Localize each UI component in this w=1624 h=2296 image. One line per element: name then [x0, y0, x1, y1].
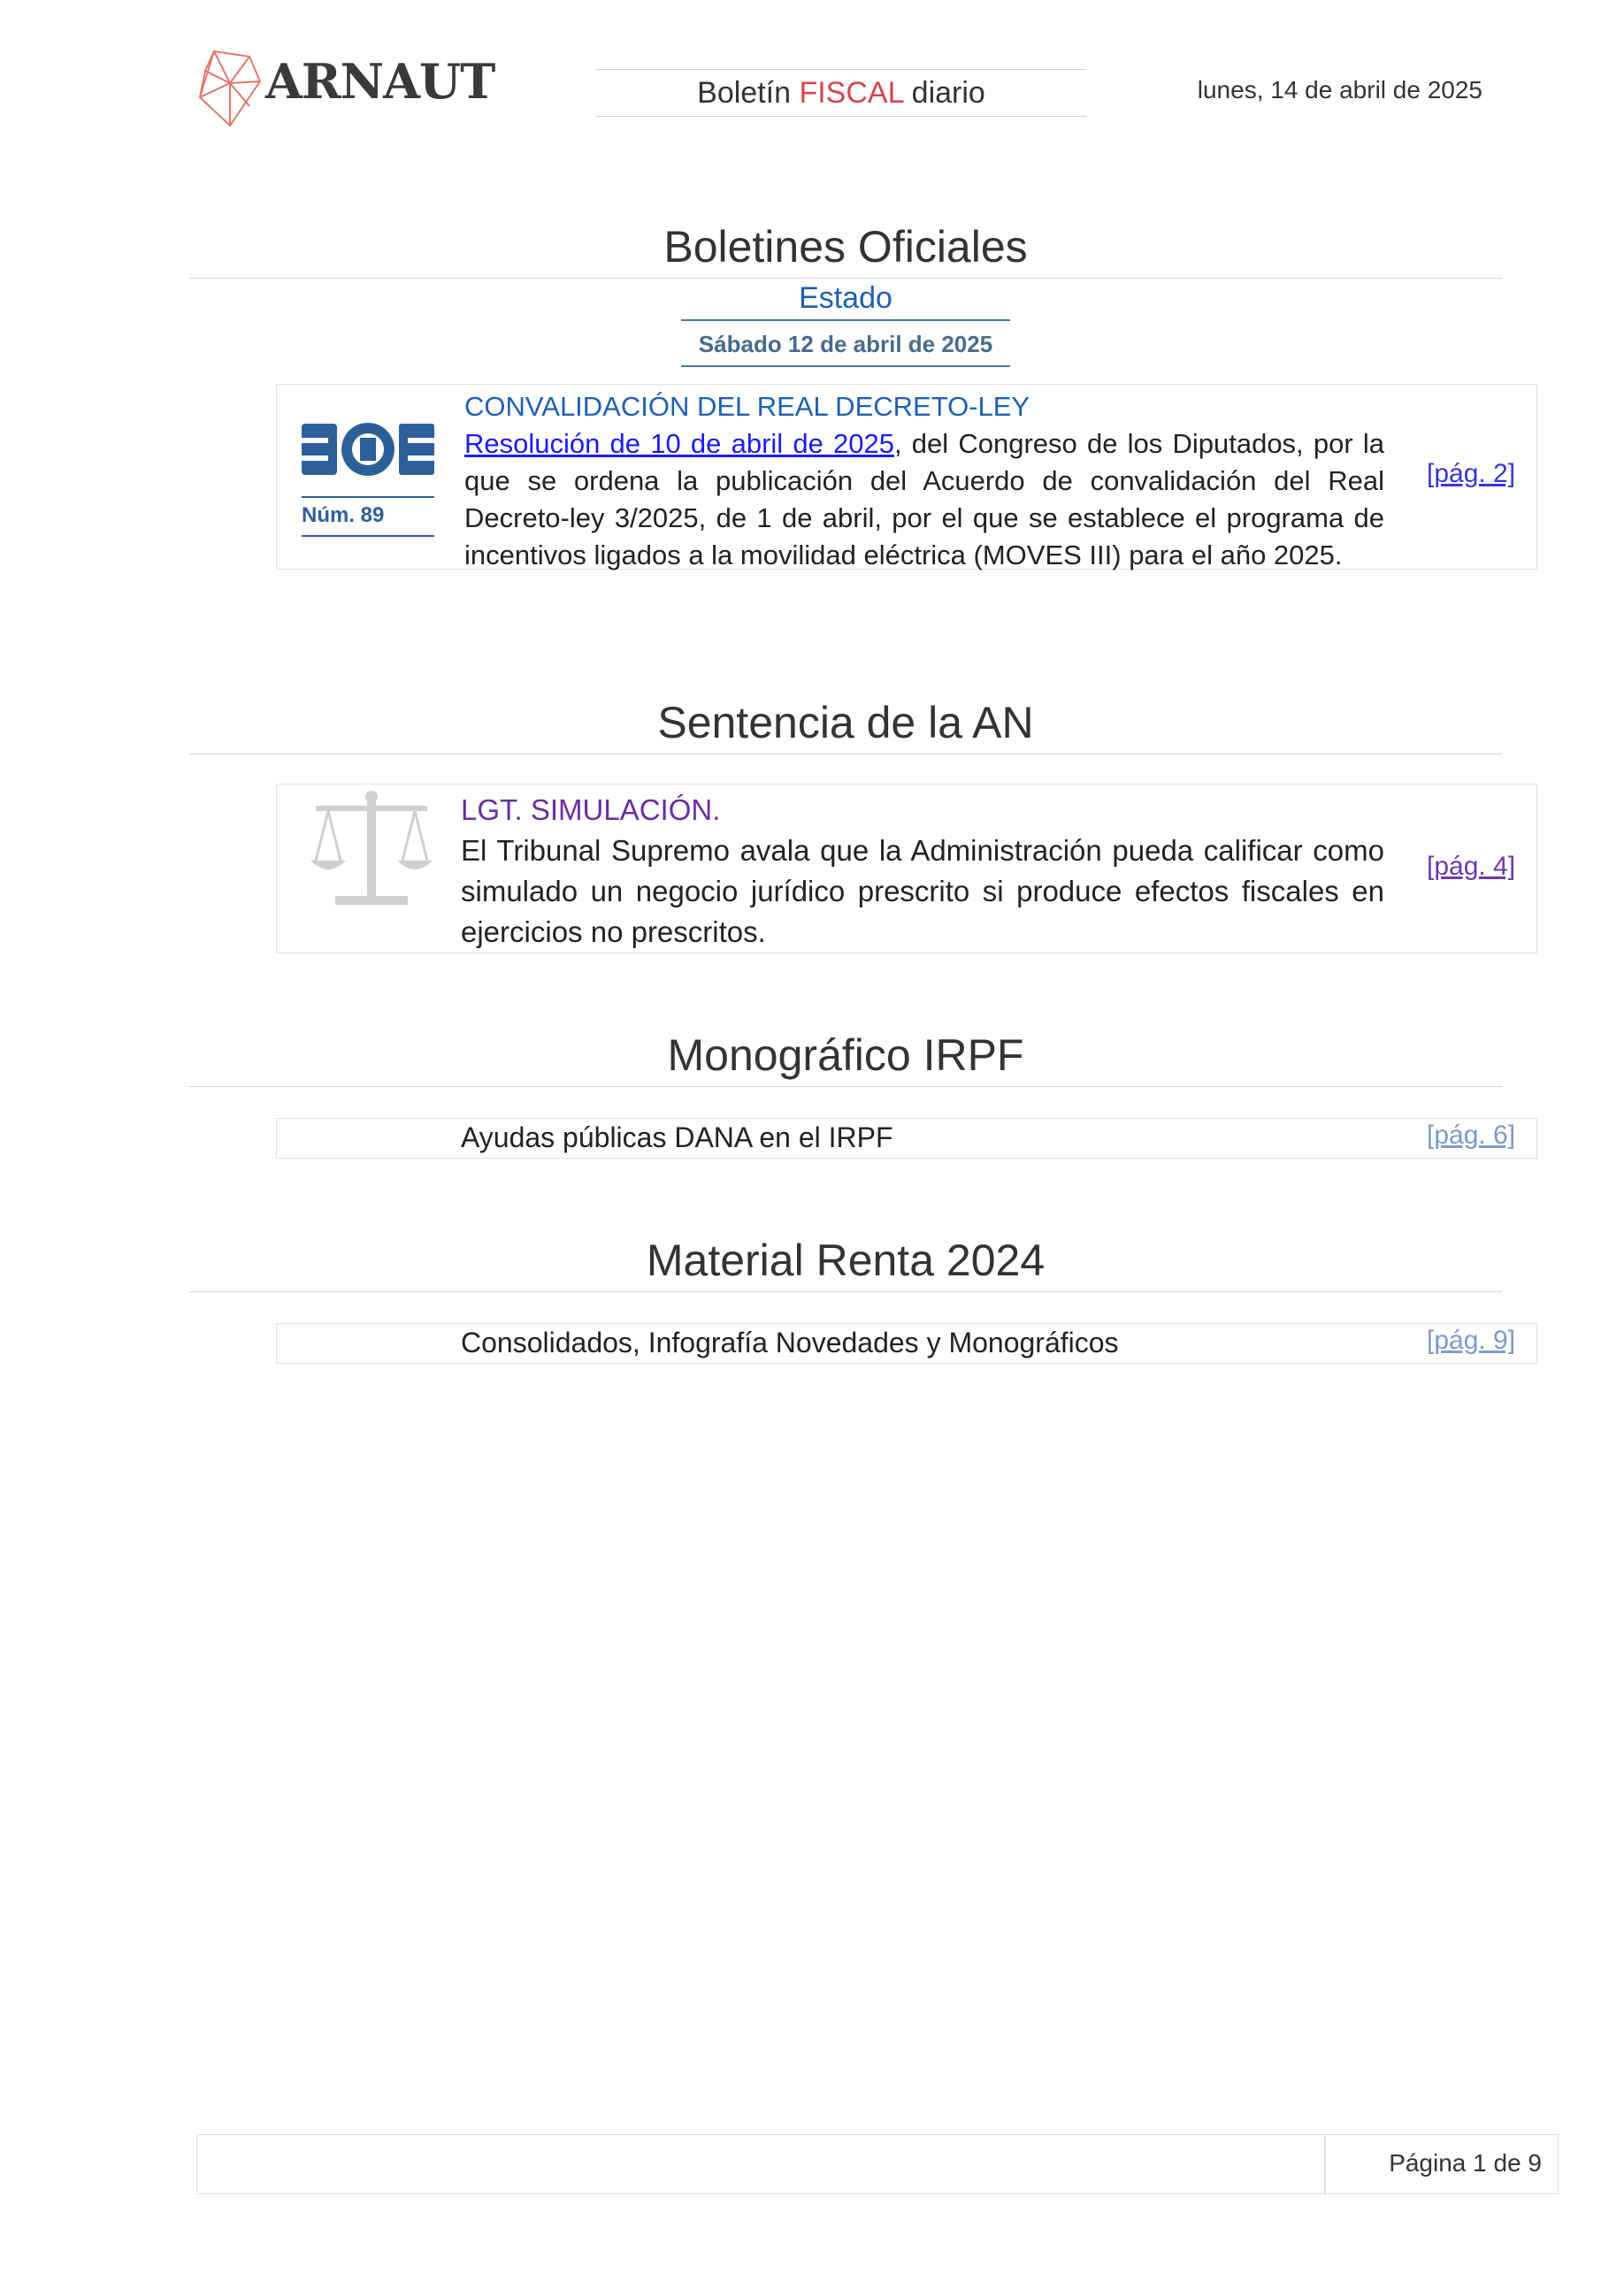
- page-footer: [196, 2134, 1559, 2194]
- sentencia-item-text: [461, 790, 1384, 953]
- scale-of-justice-icon: [309, 786, 434, 910]
- boe-item-heading: CONVALIDACIÓN DEL REAL DECRETO-LEY: [464, 391, 1030, 422]
- page-ref-link-4[interactable]: [pág. 4]: [1427, 852, 1516, 881]
- logo-wordmark: ARNAUT: [265, 53, 495, 110]
- footer-page-number: Página 1 de 9: [1389, 2149, 1542, 2177]
- boe-item-body: , del Congreso de los Diputados, por la que se ordena la publicación del Acuerdo de convalidación del Real Decreto-ley 3/2025, de 1 de abril, por el que se establece el programa de incentivos ligados a la movilidad eléctrica (MOVES III) para el año 2025.: [464, 428, 1384, 570]
- section-title-monografico: Monográfico IRPF: [189, 1028, 1502, 1087]
- boe-item-card: [276, 384, 1537, 570]
- monografico-item-text: Ayudas públicas DANA en el IRPF: [461, 1121, 893, 1153]
- header-title-prefix: Boletín: [697, 76, 800, 110]
- boe-item-text: [464, 388, 1384, 574]
- arnaut-gem-icon: [196, 44, 267, 133]
- sentencia-item-body: El Tribunal Supremo avala que la Administración pueda calificar como simulado un negocio jurídico prescrito si produce efectos fiscales en ejercicios no prescritos.: [461, 834, 1384, 948]
- page-ref-link-6[interactable]: [pág. 6]: [1427, 1121, 1516, 1150]
- material-renta-item-card: [276, 1323, 1537, 1364]
- sentencia-item-card: [276, 784, 1537, 953]
- footer-divider: [1324, 2135, 1326, 2193]
- page-ref-link-2[interactable]: [pág. 2]: [1427, 459, 1516, 488]
- page-ref-link-9[interactable]: [pág. 9]: [1427, 1326, 1516, 1355]
- section-subtitle-estado: Estado: [681, 281, 1010, 321]
- header-title-suffix: diario: [903, 76, 985, 110]
- header-title: [596, 69, 1086, 117]
- header-date: lunes, 14 de abril de 2025: [1197, 76, 1482, 103]
- section-title-material-renta: Material Renta 2024: [189, 1233, 1502, 1292]
- section-title-sentencia: Sentencia de la AN: [189, 695, 1502, 754]
- arnaut-logo: [196, 44, 495, 133]
- monografico-item-card: [276, 1118, 1537, 1159]
- section-date-label: Sábado 12 de abril de 2025: [681, 331, 1010, 367]
- material-renta-item-text: Consolidados, Infografía Novedades y Monográficos: [461, 1327, 1119, 1358]
- section-title-boletines: Boletines Oficiales: [189, 219, 1502, 279]
- header-title-accent: FISCAL: [799, 76, 904, 110]
- boe-logo-icon: [302, 420, 434, 478]
- boe-number-label: Núm. 89: [302, 496, 434, 537]
- sentencia-item-heading: LGT. SIMULACIÓN.: [461, 793, 721, 826]
- resolucion-link[interactable]: Resolución de 10 de abril de 2025: [464, 428, 894, 459]
